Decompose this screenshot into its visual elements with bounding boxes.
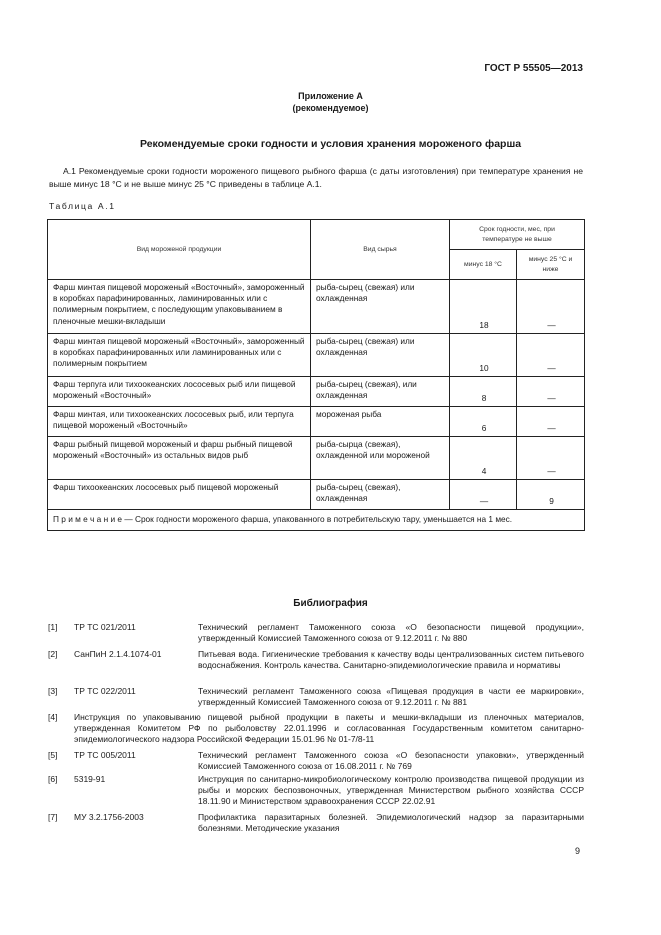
bib-number: [5] xyxy=(48,750,58,760)
table-note: П р и м е ч а н и е — Срок годности мороженого фарша, упакованного в потребительскую тару, уменьшается на 1 мес. xyxy=(48,510,585,531)
bibliography-title: Библиография xyxy=(293,598,368,609)
table-row xyxy=(48,407,585,437)
bib-number: [2] xyxy=(48,649,58,659)
cell-product: Фарш терпуга или тихоокеанских лососевых рыб или пищевой мороженый «Восточный» xyxy=(48,377,311,407)
header-shelf-life: Срок годности, мес, при температуре не выше xyxy=(450,220,585,250)
cell-minus25: — xyxy=(517,280,585,334)
annex-title: Приложение А xyxy=(298,91,363,101)
cell-raw: рыба-сырца (свежая), охлажденной или мороженой xyxy=(311,437,450,480)
cell-minus25: — xyxy=(517,437,585,480)
cell-minus25: — xyxy=(517,407,585,437)
annex-status: (рекомендуемое) xyxy=(292,103,369,113)
bib-text: Профилактика паразитарных болезней. Эпидемиологический надзор за паразитарными болезнями. Методические указания xyxy=(198,812,584,833)
bib-text: Инструкция по санитарно-микробиологическому контролю производства пищевой продукции из рыбы и морских беспозвоночных, утвержденная Министерством рыбного хозяйства СССР 18.11.90 и Министерством здравоохранения СССР 22.02.91 xyxy=(198,774,584,806)
header-product: Вид мороженой продукции xyxy=(48,220,311,280)
cell-minus25: 9 xyxy=(517,480,585,510)
bib-text: Технический регламент Таможенного союза «Пищевая продукция в части ее маркировки», утвержденный Комиссией Таможенного союза от 9.12.2011 г. № 881 xyxy=(198,686,584,707)
cell-minus18: 10 xyxy=(450,334,517,377)
cell-minus18: 8 xyxy=(450,377,517,407)
bib-number: [6] xyxy=(48,774,58,784)
page-number: 9 xyxy=(574,846,580,856)
cell-raw: рыба-сырец (свежая) или охлажденная xyxy=(311,280,450,334)
cell-minus25: — xyxy=(517,377,585,407)
table-row xyxy=(48,280,585,334)
bib-text: Инструкция по упаковыванию пищевой рыбной продукции в пакеты и мешки-вкладыши из пленочных материалов, утвержденная Комитетом РФ по рыболовству 22.01.1996 и согласованная Государственным комитетом санитарно-эпидемиологического надзора Российской Федерации 15.01.96 № 01-7/8-11 xyxy=(74,712,584,744)
table-label: Таблица А.1 xyxy=(49,201,116,211)
bib-number: [3] xyxy=(48,686,58,696)
cell-minus18: 4 xyxy=(450,437,517,480)
header-raw: Вид сырья xyxy=(311,220,450,280)
bib-text: Технический регламент Таможенного союза «О безопасности пищевой продукции», утвержденный Комиссией Таможенного союза от 9.12.2011 г. № 880 xyxy=(198,622,584,643)
cell-minus18: 6 xyxy=(450,407,517,437)
bib-number: [1] xyxy=(48,622,58,632)
bib-text: Питьевая вода. Гигиенические требования к качеству воды централизованных систем питьевого водоснабжения. Контроль качества. Санитарно-эпидемиологические правила и нормативы xyxy=(198,649,584,670)
cell-minus25: — xyxy=(517,334,585,377)
table-row xyxy=(48,480,585,510)
cell-raw: рыба-сырец (свежая), охлажденная xyxy=(311,480,450,510)
header-minus25: минус 25 °С и ниже xyxy=(517,250,585,280)
bib-code: 5319-91 xyxy=(74,774,106,784)
table-row xyxy=(48,377,585,407)
shelf-life-table xyxy=(47,219,585,531)
cell-raw: рыба-сырец (свежая), или охлажденная xyxy=(311,377,450,407)
cell-product: Фарш минтая, или тихоокеанских лососевых рыб, или терпуга пищевой мороженый «Восточный» xyxy=(48,407,311,437)
cell-product: Фарш минтая пищевой мороженый «Восточный», замороженный в коробках парафинированных, ламинированных или с полимерным покрытием, с последующим упаковыванием в пленочные мешки-вкладыши xyxy=(48,280,311,334)
standard-header: ГОСТ Р 55505—2013 xyxy=(484,63,583,74)
table-row xyxy=(48,437,585,480)
bib-number: [4] xyxy=(48,712,58,722)
cell-product: Фарш минтая пищевой мороженый «Восточный», замороженный в коробках парафинированных или ламинированных или с полимерным покрытием xyxy=(48,334,311,377)
cell-product: Фарш рыбный пищевой мороженый и фарш рыбный пищевой мороженый «Восточный» из остальных видов рыб xyxy=(48,437,311,480)
cell-raw: рыба-сырец (свежая) или охлажденная xyxy=(311,334,450,377)
header-minus18: минус 18 °С xyxy=(450,250,517,280)
bib-code: ТР ТС 021/2011 xyxy=(74,622,136,632)
section-title: Рекомендуемые сроки годности и условия хранения мороженого фарша xyxy=(139,138,522,150)
intro-paragraph: А.1 Рекомендуемые сроки годности мороженого пищевого рыбного фарша (с даты изготовления) при температуре хранения не выше минус 18 °С и не выше минус 25 °С приведены в таблице А.1. xyxy=(49,166,583,189)
table-row xyxy=(48,334,585,377)
bib-number: [7] xyxy=(48,812,58,822)
bib-code: ТР ТС 022/2011 xyxy=(74,686,136,696)
bib-code: МУ 3.2.1756-2003 xyxy=(74,812,144,822)
cell-raw: мороженая рыба xyxy=(311,407,450,437)
bib-code: СанПиН 2.1.4.1074-01 xyxy=(74,649,162,659)
cell-minus18: — xyxy=(450,480,517,510)
bib-text: Технический регламент Таможенного союза «О безопасности упаковки», утвержденный Комиссией Таможенного союза от 16.08.2011 г. № 769 xyxy=(198,750,584,771)
cell-product: Фарш тихоокеанских лососевых рыб пищевой мороженый xyxy=(48,480,311,510)
bib-code: ТР ТС 005/2011 xyxy=(74,750,136,760)
cell-minus18: 18 xyxy=(450,280,517,334)
